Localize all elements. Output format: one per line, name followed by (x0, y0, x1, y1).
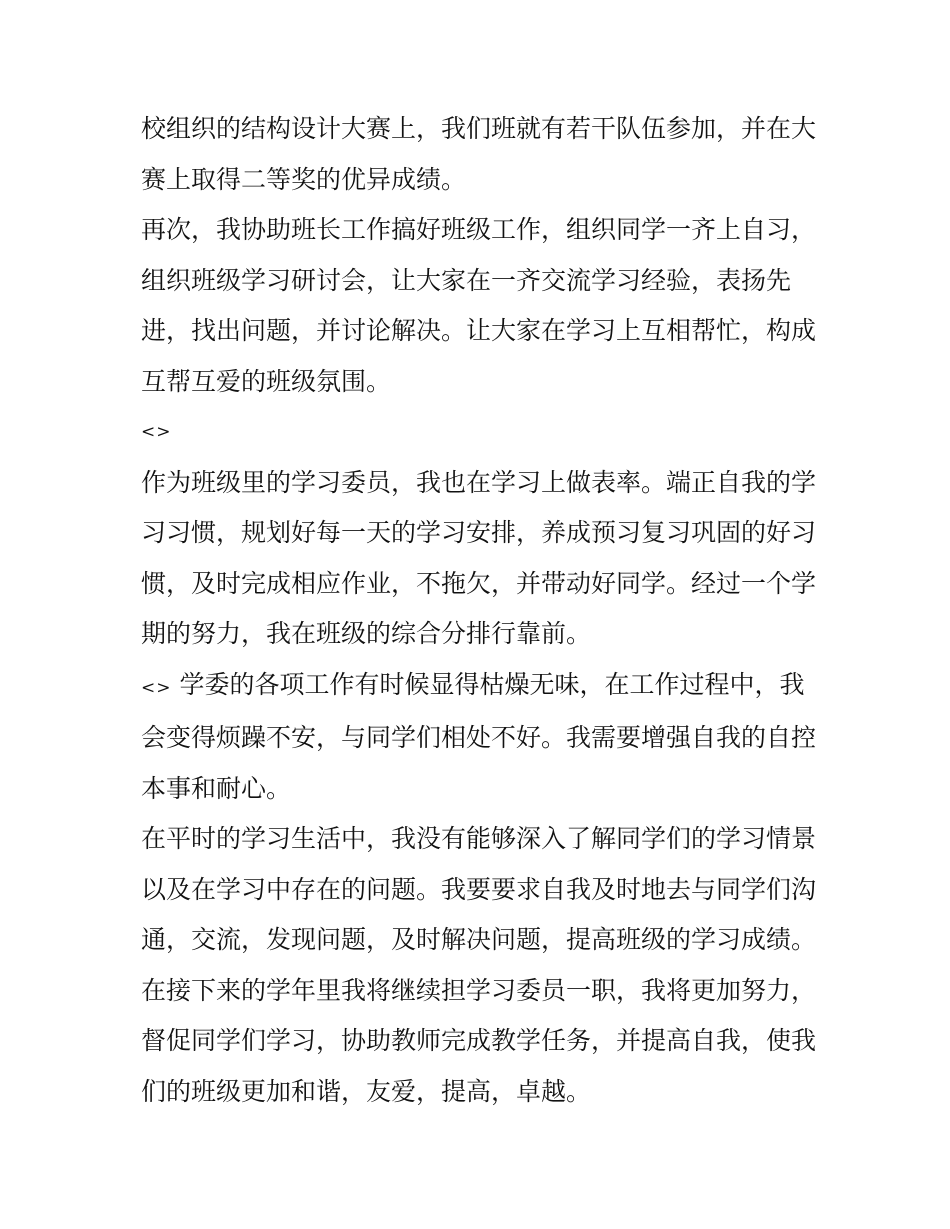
text-line: 校组织的结构设计大赛上，我们班就有若干队伍参加，并在大 (141, 114, 817, 143)
text-line: 进，找出问题，并讨论解决。让大家在学习上互相帮忙，构成 (141, 316, 817, 345)
text-line-content: 学委的各项工作有时候显得枯燥无味，在工作过程中，我 (179, 669, 805, 699)
inline-marker: <> (141, 677, 172, 698)
paragraph-marker: <> (141, 422, 172, 442)
body-text (141, 104, 821, 1117)
text-line: 互帮互爱的班级氛围。 (141, 366, 392, 396)
text-line: 作为班级里的学习委员，我也在学习上做表率。端正自我的学 (141, 467, 817, 497)
text-line: 在平时的学习生活中，我没有能够深入了解同学们的学习情景 (141, 824, 817, 853)
text-line: 会变得烦躁不安，与同学们相处不好。我需要增强自我的自控 (141, 723, 817, 752)
text-line: 组织班级学习研讨会，让大家在一齐交流学习经验，表扬先 (141, 265, 792, 295)
text-line (141, 660, 821, 714)
text-line: 习习惯，规划好每一天的学习安排，养成预习复习巩固的好习 (141, 518, 817, 547)
text-line: 以及在学习中存在的问题。我要要求自我及时地去与同学们沟 (141, 874, 817, 904)
text-line: 惯，及时完成相应作业，不拖欠，并带动好同学。经过一个学 (141, 568, 817, 598)
text-line: 再次，我协助班长工作搞好班级工作，组织同学一齐上自习， (141, 215, 817, 244)
text-line: 本事和耐心。 (141, 773, 292, 803)
text-line: 们的班级更加和谐，友爱，提高，卓越。 (141, 1076, 592, 1106)
text-line: 在接下来的学年里我将继续担学习委员一职，我将更加努力， (141, 975, 817, 1005)
text-line: 通，交流，发现问题，及时解决问题，提高班级的学习成绩。 (141, 925, 817, 954)
text-line: 赛上取得二等奖的优异成绩。 (141, 164, 467, 194)
text-line: 期的努力，我在班级的综合分排行靠前。 (141, 619, 592, 648)
text-line: 督促同学们学习，协助教师完成教学任务，并提高自我，使我 (141, 1026, 817, 1055)
